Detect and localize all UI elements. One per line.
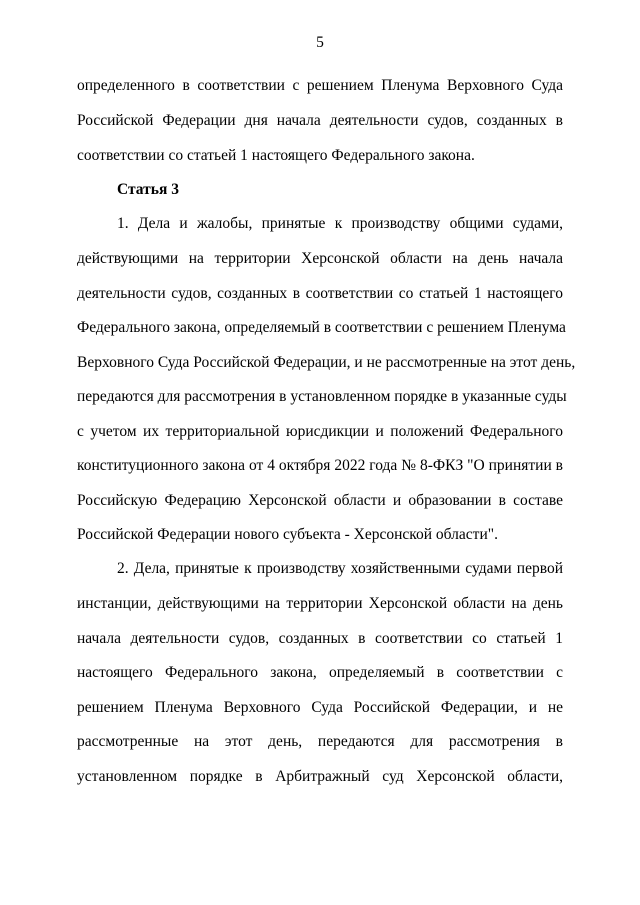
text-line: деятельности судов, созданных в соответствии со статьей 1 настоящего (77, 285, 563, 302)
text-line: установленном порядке в Арбитражный суд Херсонской области, (77, 768, 563, 785)
text-line: рассмотренные на этот день, передаются для рассмотрения в (77, 733, 563, 750)
text-line: решением Пленума Верховного Суда Российской Федерации, и не (77, 699, 563, 716)
text-line: Российской Федерации нового субъекта - Херсонской области". (77, 526, 498, 543)
text-line: передаются для рассмотрения в установленном порядке в указанные суды (77, 388, 567, 405)
text-line: начала деятельности судов, созданных в соответствии со статьей 1 (77, 630, 563, 647)
text-line: настоящего Федерального закона, определяемый в соответствии с (77, 664, 563, 681)
text-line: действующими на территории Херсонской области на день начала (77, 250, 563, 267)
text-line: 2. Дела, принятые к производству хозяйственными судами первой (117, 560, 563, 577)
text-line: инстанции, действующими на территории Херсонской области на день (77, 595, 563, 612)
text-line: определенного в соответствии с решением Пленума Верховного Суда (77, 77, 563, 94)
text-line: Российской Федерации дня начала деятельности судов, созданных в (77, 112, 563, 129)
text-line: Верховного Суда Российской Федерации, и не рассмотренные на этот день, (77, 354, 576, 371)
text-line: 1. Дела и жалобы, принятые к производству общими судами, (117, 215, 563, 232)
page-number: 5 (316, 34, 324, 51)
article-heading: Статья 3 (117, 181, 179, 198)
text-line: соответствии со статьей 1 настоящего Федерального закона. (77, 147, 475, 164)
text-line: Российскую Федерацию Херсонской области и образовании в составе (77, 492, 563, 509)
text-line: Федерального закона, определяемый в соответствии с решением Пленума (77, 319, 566, 336)
text-line: конституционного закона от 4 октября 2022 года № 8-ФКЗ "О принятии в (77, 457, 563, 474)
text-line: с учетом их территориальной юрисдикции и положений Федерального (77, 423, 563, 440)
